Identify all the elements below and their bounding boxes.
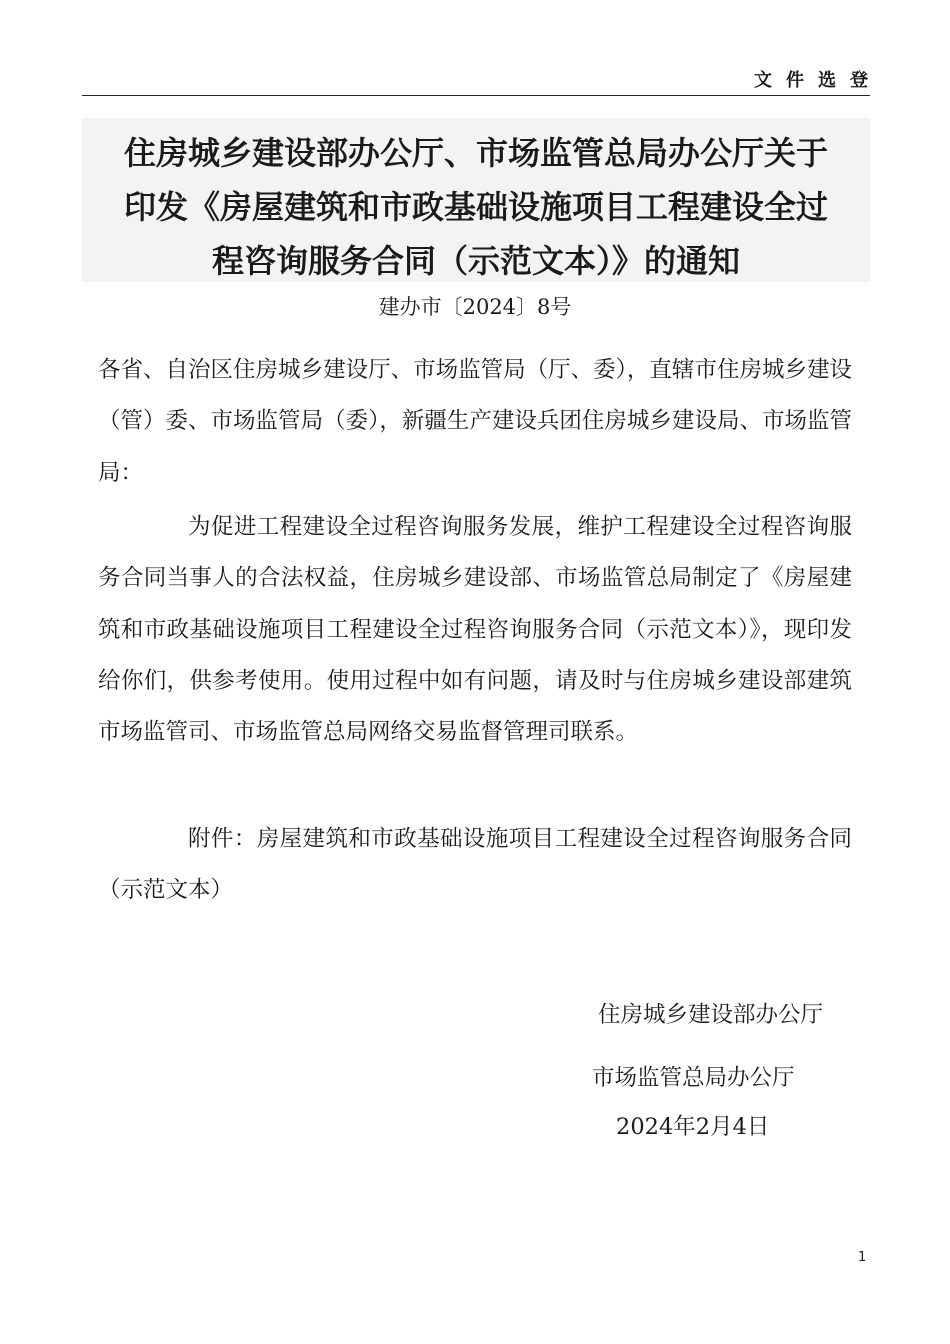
issue-date: 2024年2月4日 <box>616 1114 770 1140</box>
attachment-paragraph: 附件：房屋建筑和市政基础设施项目工程建设全过程咨询服务合同（示范文本） <box>98 826 852 904</box>
title-block <box>82 118 870 282</box>
addressee-paragraph: 各省、自治区住房城乡建设厅、市场监管局（厅、委），直辖市住房城乡建设（管）委、市场监管局（委），新疆生产建设兵团住房城乡建设局、市场监管局： <box>98 357 852 486</box>
document-number: 建办市〔2024〕8号 <box>378 295 572 319</box>
document-title <box>82 118 870 288</box>
header-divider <box>82 95 870 96</box>
main-paragraph: 为促进工程建设全过程咨询服务发展，维护工程建设全过程咨询服务合同当事人的合法权益，住房城乡建设部、市场监管总局制定了《房屋建筑和市政基础设施项目工程建设全过程咨询服务合同（示范文本）》，现印发给你们，供参考使用。使用过程中如有问题，请及时与住房城乡建设部建筑市场监管司、市场监管总局网络交易监督管理司联系。 <box>98 514 852 746</box>
issuer-signature-1: 住房城乡建设部办公厅 <box>598 1002 824 1028</box>
title-line-3: 程咨询服务合同（示范文本）》的通知 <box>211 242 740 280</box>
section-label: 文件选登 <box>754 70 882 91</box>
issuer-signature-2: 市场监管总局办公厅 <box>592 1065 795 1091</box>
title-line-1: 住房城乡建设部办公厅、市场监管总局办公厅关于 <box>123 134 828 172</box>
page-number: 1 <box>858 1250 867 1265</box>
title-line-2: 印发《房屋建筑和市政基础设施项目工程建设全过 <box>123 188 828 226</box>
